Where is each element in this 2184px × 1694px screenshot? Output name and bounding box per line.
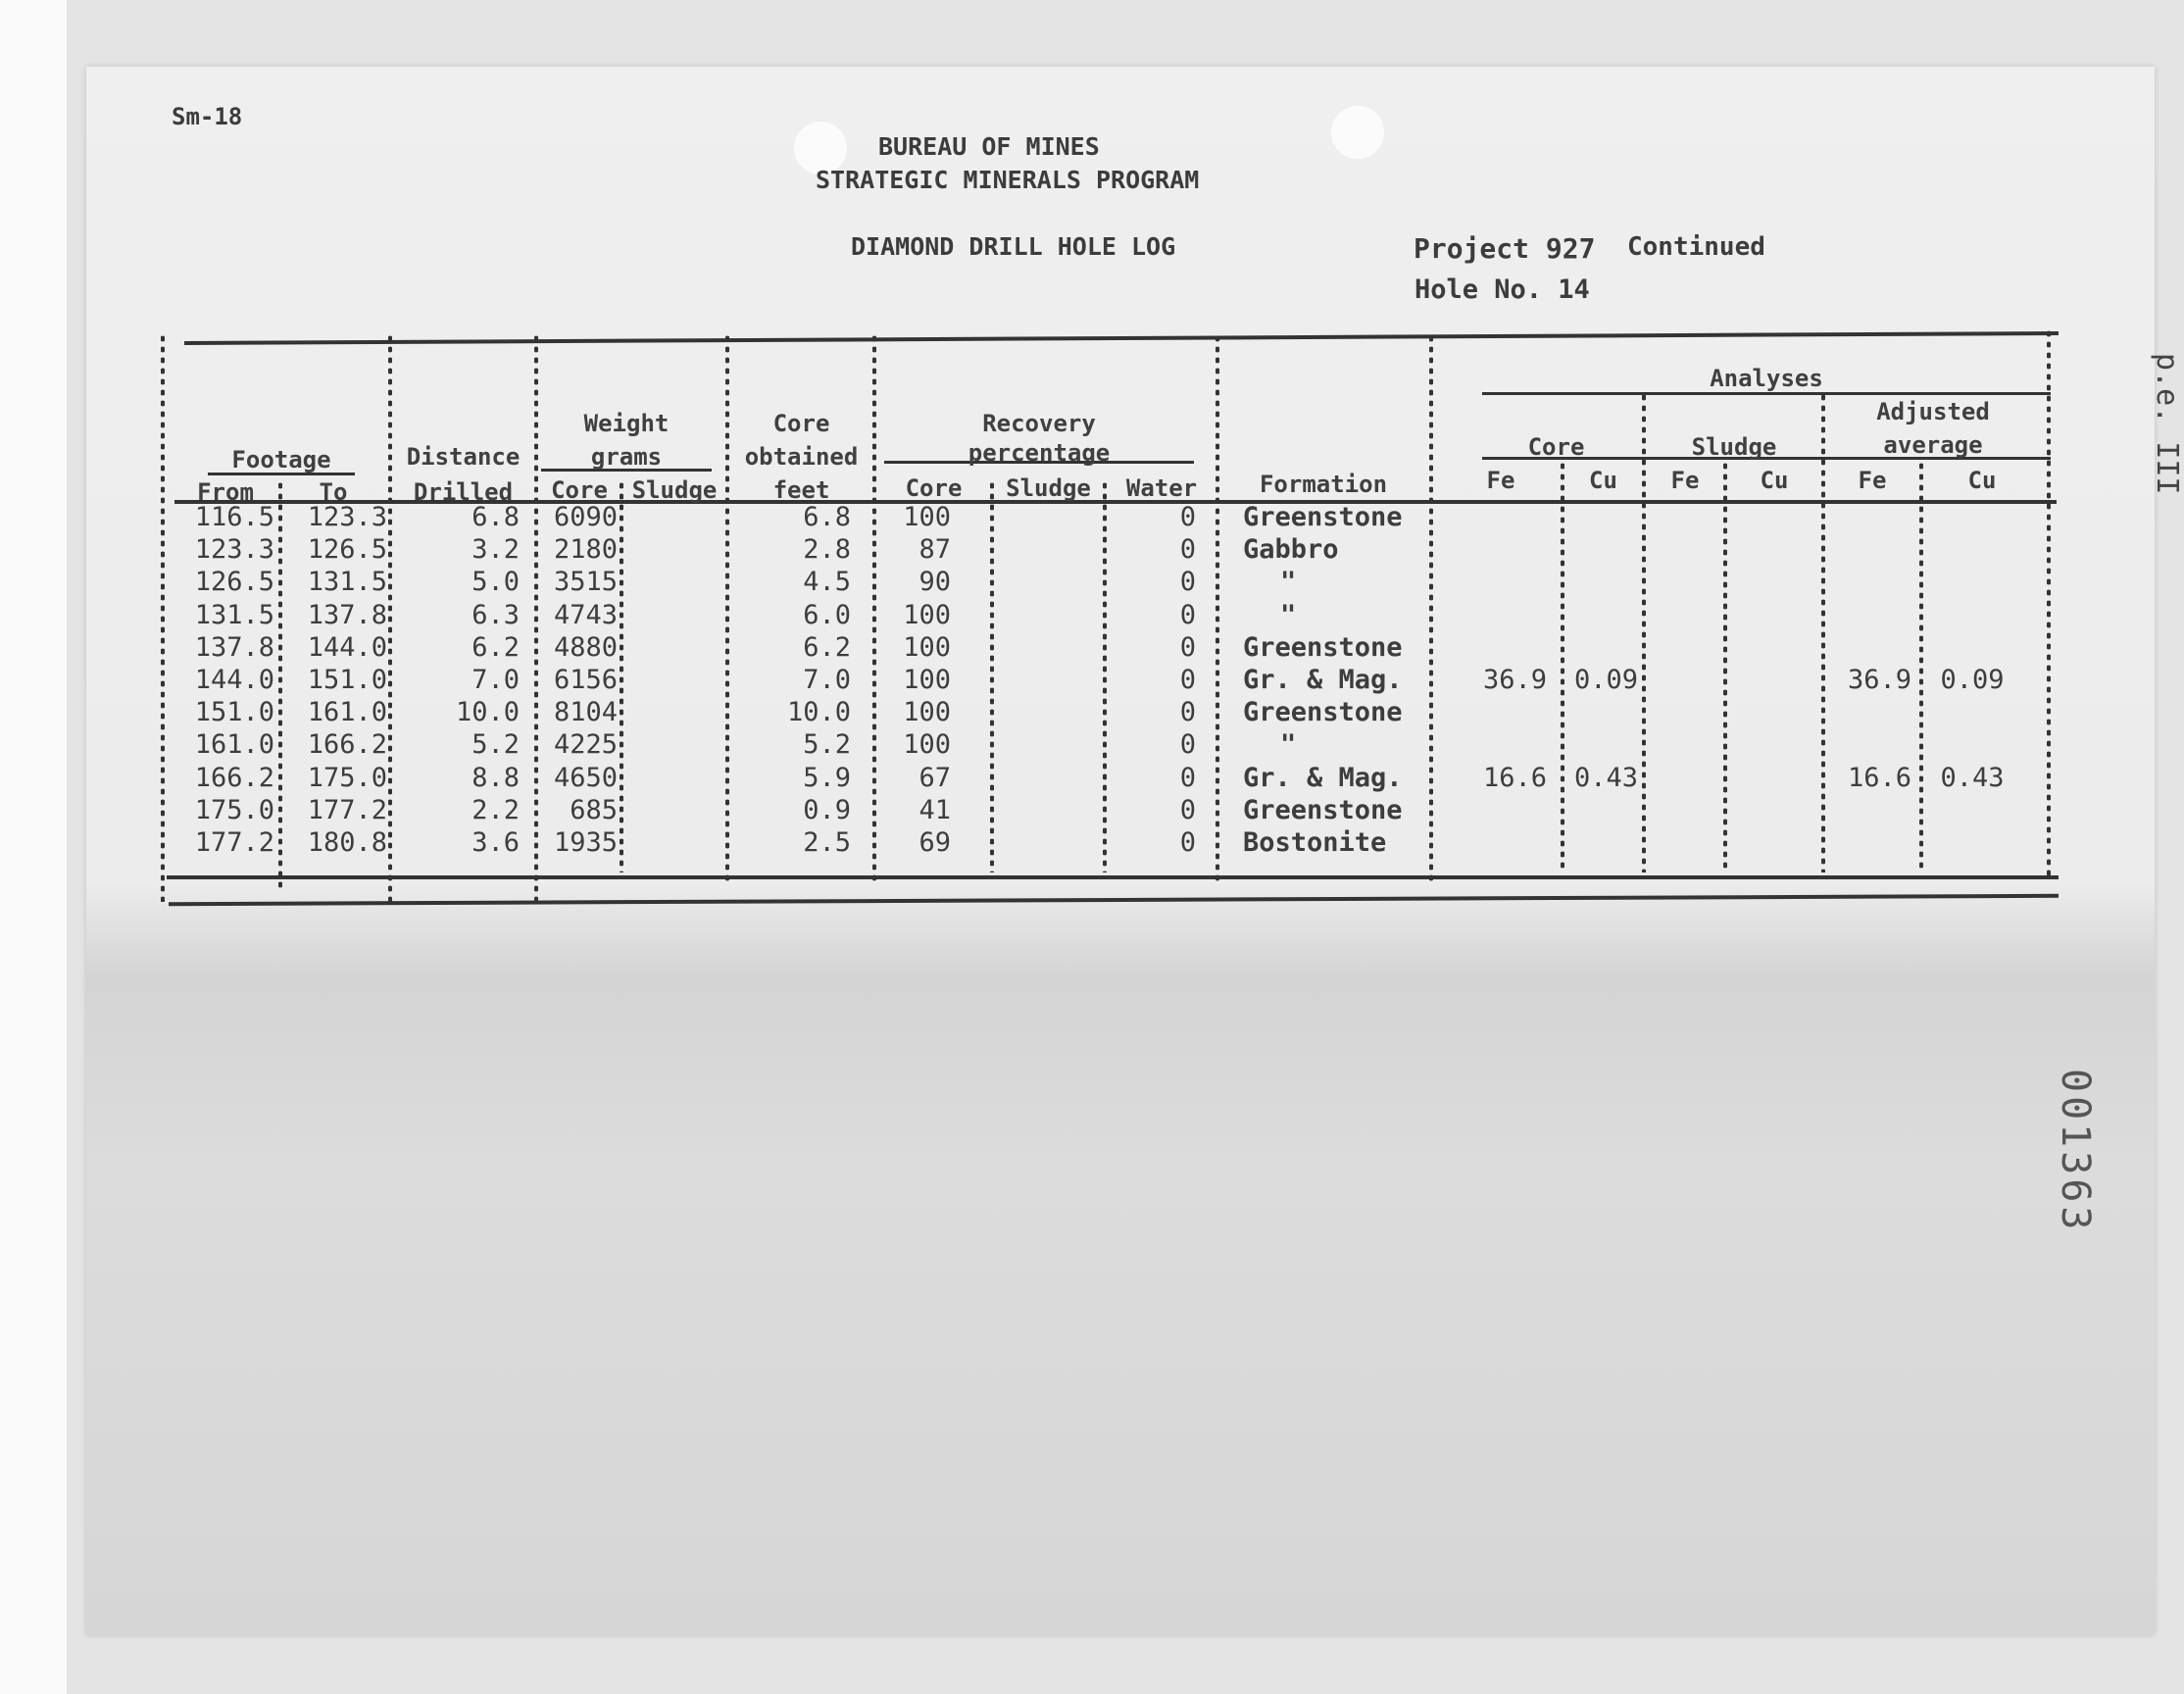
cell-w-core: 4743	[553, 600, 618, 630]
header-recovery-core: Core	[905, 474, 963, 502]
cell-r-core: 41	[918, 795, 951, 825]
header-adjusted: Adjusted	[1876, 398, 1990, 425]
cell-r-core: 69	[918, 827, 951, 858]
cell-w-core: 4225	[553, 729, 618, 760]
header-grams: grams	[590, 443, 663, 471]
cell-from: 123.3	[194, 534, 274, 565]
cell-r-core: 67	[918, 763, 951, 793]
header-recovery: Recovery	[982, 410, 1096, 437]
header-weight: Weight	[583, 410, 670, 437]
header-analyses: Analyses	[1710, 365, 1823, 392]
cell-formation: Gabbro	[1243, 534, 1339, 565]
header-sludge-fe: Fe	[1670, 467, 1700, 494]
header-core-obtained-1: Core	[772, 410, 830, 437]
cell-obtained: 2.5	[803, 827, 851, 858]
cell-from: 177.2	[194, 827, 274, 858]
header-percentage: percentage	[968, 439, 1111, 467]
cell-obtained: 5.9	[803, 763, 851, 793]
cell-obtained: 6.2	[803, 632, 851, 663]
cell-a-core-cu: 0.09	[1573, 665, 1638, 695]
column-separator	[1642, 392, 1646, 872]
document-number-stamp: 001363	[2053, 1069, 2098, 1234]
punch-hole	[1331, 106, 1384, 159]
cell-r-water: 0	[1179, 763, 1196, 793]
cell-obtained: 5.2	[803, 729, 851, 760]
cell-from: 175.0	[194, 795, 274, 825]
cell-w-core: 1935	[553, 827, 618, 858]
cell-to: 137.8	[307, 600, 387, 630]
cell-r-water: 0	[1179, 827, 1196, 858]
cell-to: 161.0	[307, 697, 387, 727]
header-feet: feet	[772, 476, 830, 504]
cell-r-core: 100	[903, 502, 951, 532]
cell-adj-fe: 36.9	[1847, 665, 1911, 695]
cell-r-core: 100	[903, 600, 951, 630]
cell-from: 116.5	[194, 502, 274, 532]
column-separator	[1723, 461, 1727, 872]
cell-r-water: 0	[1179, 502, 1196, 532]
column-separator	[1103, 480, 1107, 872]
cell-w-core: 6156	[553, 665, 618, 695]
continued-label: Continued	[1627, 232, 1765, 262]
cell-formation: Gr. & Mag.	[1243, 665, 1403, 695]
column-separator	[161, 333, 165, 902]
cell-drilled: 6.2	[472, 632, 520, 663]
log-title: DIAMOND DRILL HOLE LOG	[851, 232, 1176, 261]
header-average: average	[1883, 431, 1983, 459]
cell-drilled: 7.0	[472, 665, 520, 695]
cell-to: 180.8	[307, 827, 387, 858]
cell-a-core-fe: 16.6	[1482, 763, 1547, 793]
cell-w-core: 2180	[553, 534, 618, 565]
column-separator	[1216, 333, 1219, 882]
header-analyses-core: Core	[1527, 433, 1585, 461]
table-bottom-rule	[167, 875, 2059, 879]
cell-w-core: 4880	[553, 632, 618, 663]
hole-number: Hole No. 14	[1415, 274, 1590, 305]
cell-to: 177.2	[307, 795, 387, 825]
cell-obtained: 6.8	[803, 502, 851, 532]
cell-w-core: 8104	[553, 697, 618, 727]
cell-r-water: 0	[1179, 600, 1196, 630]
header-core-cu: Cu	[1589, 467, 1617, 494]
cell-to: 151.0	[307, 665, 387, 695]
cell-formation: "	[1280, 600, 1297, 630]
cell-obtained: 2.8	[803, 534, 851, 565]
column-separator	[1429, 333, 1433, 882]
cell-drilled: 3.6	[472, 827, 520, 858]
header-adj-fe: Fe	[1858, 467, 1887, 494]
cell-r-core: 90	[918, 567, 951, 597]
project-number: Project 927	[1414, 232, 1596, 265]
cell-to: 175.0	[307, 763, 387, 793]
cell-r-water: 0	[1179, 632, 1196, 663]
column-separator	[620, 480, 623, 872]
header-drilled: Drilled	[413, 478, 514, 506]
header-weight-sludge: Sludge	[631, 476, 718, 504]
cell-from: 166.2	[194, 763, 274, 793]
cell-r-water: 0	[1179, 729, 1196, 760]
header-footage: Footage	[231, 446, 331, 473]
cell-a-core-cu: 0.43	[1573, 763, 1638, 793]
cell-formation: Bostonite	[1243, 827, 1387, 858]
cell-obtained: 4.5	[803, 567, 851, 597]
cell-to: 166.2	[307, 729, 387, 760]
header-weight-core: Core	[551, 476, 608, 504]
cell-formation: "	[1280, 567, 1297, 597]
scan-margin	[0, 0, 67, 1694]
cell-drilled: 6.3	[472, 600, 520, 630]
cell-from: 144.0	[194, 665, 274, 695]
header-core-fe: Fe	[1486, 467, 1515, 494]
cell-from: 137.8	[194, 632, 274, 663]
cell-r-core: 100	[903, 665, 951, 695]
cell-drilled: 5.2	[472, 729, 520, 760]
cell-formation: Greenstone	[1243, 697, 1403, 727]
column-separator	[1821, 392, 1825, 872]
header-distance: Distance	[406, 443, 521, 471]
cell-obtained: 10.0	[786, 697, 851, 727]
cell-to: 123.3	[307, 502, 387, 532]
column-separator	[725, 333, 729, 882]
program-title: STRATEGIC MINERALS PROGRAM	[816, 166, 1200, 194]
cell-obtained: 0.9	[803, 795, 851, 825]
cell-adj-cu: 0.09	[1940, 665, 2005, 695]
cell-w-core: 6090	[553, 502, 618, 532]
header-formation: Formation	[1259, 471, 1388, 498]
cell-drilled: 10.0	[455, 697, 520, 727]
cell-formation: Greenstone	[1243, 502, 1403, 532]
cell-to: 126.5	[307, 534, 387, 565]
header-adj-cu: Cu	[1967, 467, 1997, 494]
cell-drilled: 5.0	[472, 567, 520, 597]
cell-from: 151.0	[194, 697, 274, 727]
cell-adj-fe: 16.6	[1847, 763, 1911, 793]
cell-w-core: 4650	[553, 763, 618, 793]
cell-formation: Greenstone	[1243, 632, 1403, 663]
cell-r-water: 0	[1179, 567, 1196, 597]
cell-r-core: 100	[903, 632, 951, 663]
cell-r-water: 0	[1179, 795, 1196, 825]
header-sludge-cu: Cu	[1760, 467, 1789, 494]
cell-obtained: 7.0	[803, 665, 851, 695]
form-id: Sm-18	[172, 103, 243, 130]
cell-from: 126.5	[194, 567, 274, 597]
cell-formation: Gr. & Mag.	[1243, 763, 1403, 793]
cell-r-core: 87	[918, 534, 951, 565]
cell-from: 161.0	[194, 729, 274, 760]
cell-w-core: 3515	[553, 567, 618, 597]
cell-obtained: 6.0	[803, 600, 851, 630]
cell-r-core: 100	[903, 697, 951, 727]
cell-from: 131.5	[194, 600, 274, 630]
cell-drilled: 6.8	[472, 502, 520, 532]
cell-to: 131.5	[307, 567, 387, 597]
cell-r-core: 100	[903, 729, 951, 760]
cell-r-water: 0	[1179, 534, 1196, 565]
analyses-underline	[1482, 392, 2051, 395]
cell-w-core: 685	[570, 795, 618, 825]
header-analyses-sludge: Sludge	[1691, 433, 1777, 461]
margin-mark: p.e. III	[2150, 353, 2184, 495]
header-recovery-water: Water	[1125, 474, 1198, 502]
cell-formation: "	[1280, 729, 1297, 760]
cell-adj-cu: 0.43	[1940, 763, 2005, 793]
cell-drilled: 8.8	[472, 763, 520, 793]
header-recovery-sludge: Sludge	[1006, 474, 1091, 502]
cell-r-water: 0	[1179, 697, 1196, 727]
cell-drilled: 2.2	[472, 795, 520, 825]
cell-formation: Greenstone	[1243, 795, 1403, 825]
column-separator	[990, 480, 994, 872]
cell-drilled: 3.2	[472, 534, 520, 565]
cell-to: 144.0	[307, 632, 387, 663]
column-separator	[2047, 328, 2051, 877]
header-from: From	[197, 478, 254, 506]
header-to: To	[319, 478, 348, 506]
column-separator	[278, 480, 282, 892]
cell-r-water: 0	[1179, 665, 1196, 695]
cell-a-core-fe: 36.9	[1482, 665, 1547, 695]
org-title: BUREAU OF MINES	[878, 132, 1100, 161]
header-core-obtained-2: obtained	[744, 443, 859, 471]
